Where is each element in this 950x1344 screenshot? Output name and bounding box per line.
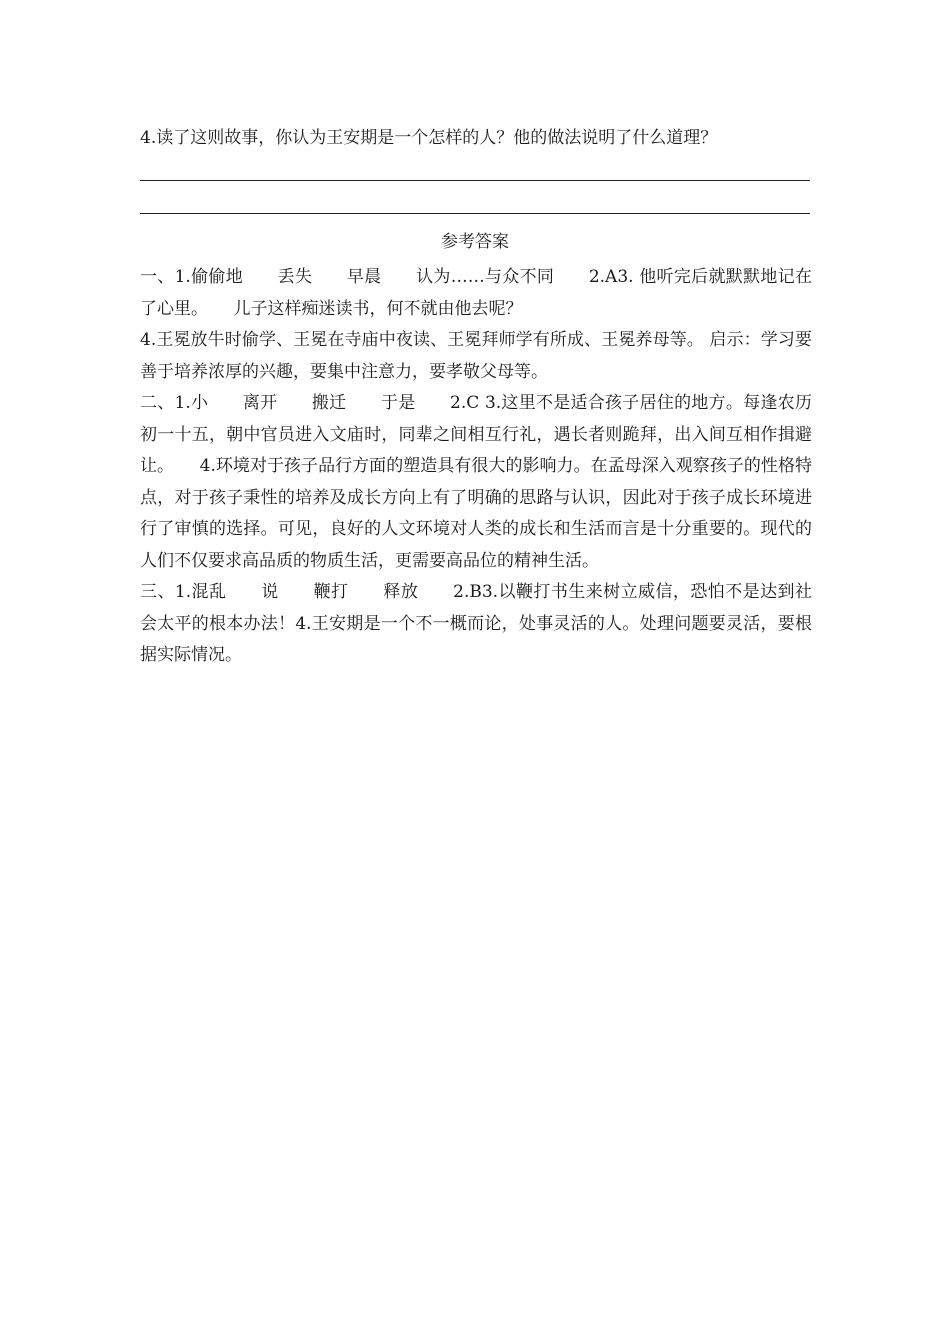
- question-4: 4.读了这则故事，你认为王安期是一个怎样的人？他的做法说明了什么道理？: [140, 128, 718, 148]
- answer-section-3: 三、1.混乱 说 鞭打 释放 2.B3.以鞭打书生来树立威信，恐怕不是达到社会太平的根本办法！4.王安期是一个不一概而论，处事灵活的人。处理问题要灵活，要根据实际情况。: [140, 582, 812, 665]
- answer-section-1: 一、1.偷偷地 丢失 早晨 认为……与众不同 2.A3. 他听完后就默默地记在了心里。 儿子这样痴迷读书，何不就由他去呢？: [140, 267, 812, 319]
- answer-section-2: 二、1.小 离开 搬迁 于是 2.C 3.这里不是适合孩子居住的地方。每逢农历初一十五，朝中官员进入文庙时，同辈之间相互行礼，遇长者则跪拜，出入间互相作揖避让。 4.环境对于孩子品行方面的塑造具有很大的影响力。在孟母深入观察孩子的性格特点，对于孩子秉性的培养及成长方向上有了明确的思路与认识，因此对于孩子成长环境进行了审慎的选择。可见，良好的人文环境对人类的成长和生活而言是十分重要的。现代的人们不仅要求高品质的物质生活，更需要高品位的精神生活。: [140, 393, 812, 571]
- answers-title: 参考答案: [441, 232, 509, 252]
- answer-blank-line: [140, 180, 810, 181]
- answer-section-1-q4: 4.王冕放牛时偷学、王冕在寺庙中夜读、王冕拜师学有所成、王冕养母等。 启示：学习要善于培养浓厚的兴趣，要集中注意力，要孝敬父母等。: [140, 330, 812, 382]
- answer-blank-line: [140, 213, 810, 214]
- answers-body: [140, 262, 812, 672]
